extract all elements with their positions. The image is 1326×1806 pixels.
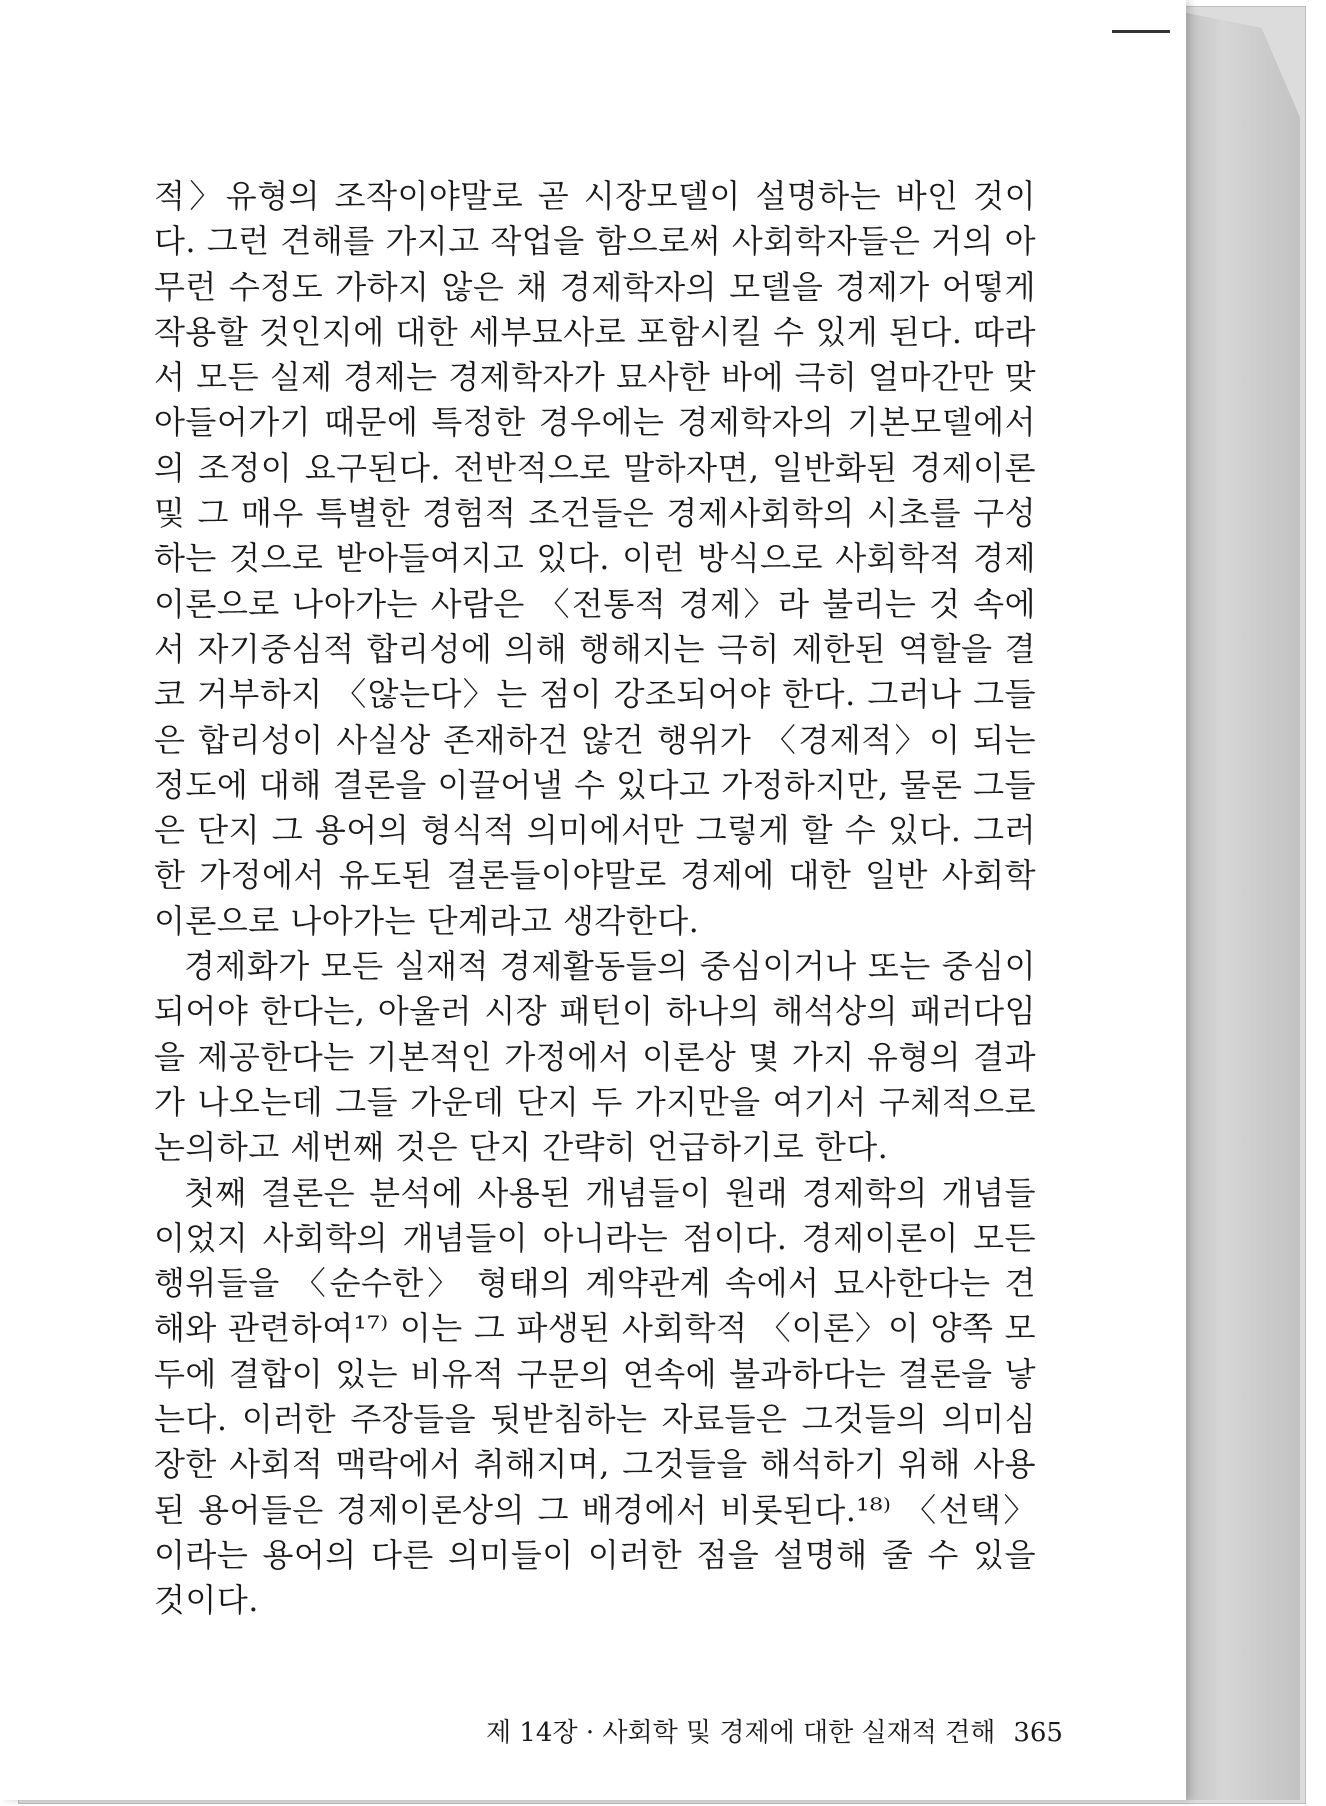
- paragraph-1: 적〉유형의 조작이야말로 곧 시장모델이 설명하는 바인 것이다. 그런 견해를 가지고 작업을 함으로써 사회학자들은 거의 아무런 수정도 가하지 않은 채 경제학자의 모델을 경제가 어떻게 작용할 것인지에 대한 세부묘사로 포함시킬 수 있게 된다. 따라서 모든 실제 경제는 경제학자가 묘사한 바에 극히 얼마간만 맞아들어가기 때문에 특정한 경우에는 경제학자의 기본모델에서의 조정이 요구된다. 전반적으로 말하자면, 일반화된 경제이론 및 그 매우 특별한 경험적 조건들은 경제사회학의 시초를 구성하는 것으로 받아들여지고 있다. 이런 방식으로 사회학적 경제이론으로 나아가는 사람은 〈전통적 경제〉라 불리는 것 속에서 자기중심적 합리성에 의해 행해지는 극히 제한된 역할을 결코 거부하지 〈않는다〉는 점이 강조되어야 한다. 그러나 그들은 합리성이 사실상 존재하건 않건 행위가 〈경제적〉이 되는 정도에 대해 결론을 이끌어낼 수 있다고 가정하지만, 물론 그들은 단지 그 용어의 형식적 의미에서만 그렇게 할 수 있다. 그러한 가정에서 유도된 결론들이야말로 경제에 대한 일반 사회학 이론으로 나아가는 단계라고 생각한다.: [154, 177, 1036, 940]
- paragraph-3: 첫째 결론은 분석에 사용된 개념들이 원래 경제학의 개념들이었지 사회학의 개념들이 아니라는 점이다. 경제이론이 모든 행위들을 〈순수한〉 형태의 계약관계 속에서 묘사한다는 견해와 관련하여¹⁷⁾ 이는 그 파생된 사회학적 〈이론〉이 양쪽 모두에 결합이 있는 비유적 구문의 연속에 불과하다는 결론을 낳는다. 이러한 주장들을 뒷받침하는 자료들은 그것들의 의미심장한 사회적 맥락에서 취해지며, 그것들을 해석하기 위해 사용된 용어들은 경제이론상의 그 배경에서 비롯된다.¹⁸⁾ 〈선택〉이라는 용어의 다른 의미들이 이러한 점을 설명해 줄 수 있을 것이다.: [154, 1173, 1036, 1620]
- body-text: [154, 174, 1036, 1624]
- paragraph-2: 경제화가 모든 실재적 경제활동들의 중심이거나 또는 중심이 되어야 한다는, 아울러 시장 패턴이 하나의 해석상의 패러다임을 제공한다는 기본적인 가정에서 이론상 몇 가지 유형의 결과가 나오는데 그들 가운데 단지 두 가지만을 여기서 구체적으로 논의하고 세번째 것은 단지 간략히 언급하기로 한다.: [154, 947, 1036, 1167]
- corner-mark: [1112, 30, 1170, 33]
- running-head: 제 14장 · 사회학 및 경제에 대한 실재적 견해: [486, 1718, 996, 1748]
- page-footer: [486, 1712, 1063, 1749]
- page-edge-stack: [1172, 10, 1300, 1800]
- page-number: 365: [1013, 1718, 1063, 1748]
